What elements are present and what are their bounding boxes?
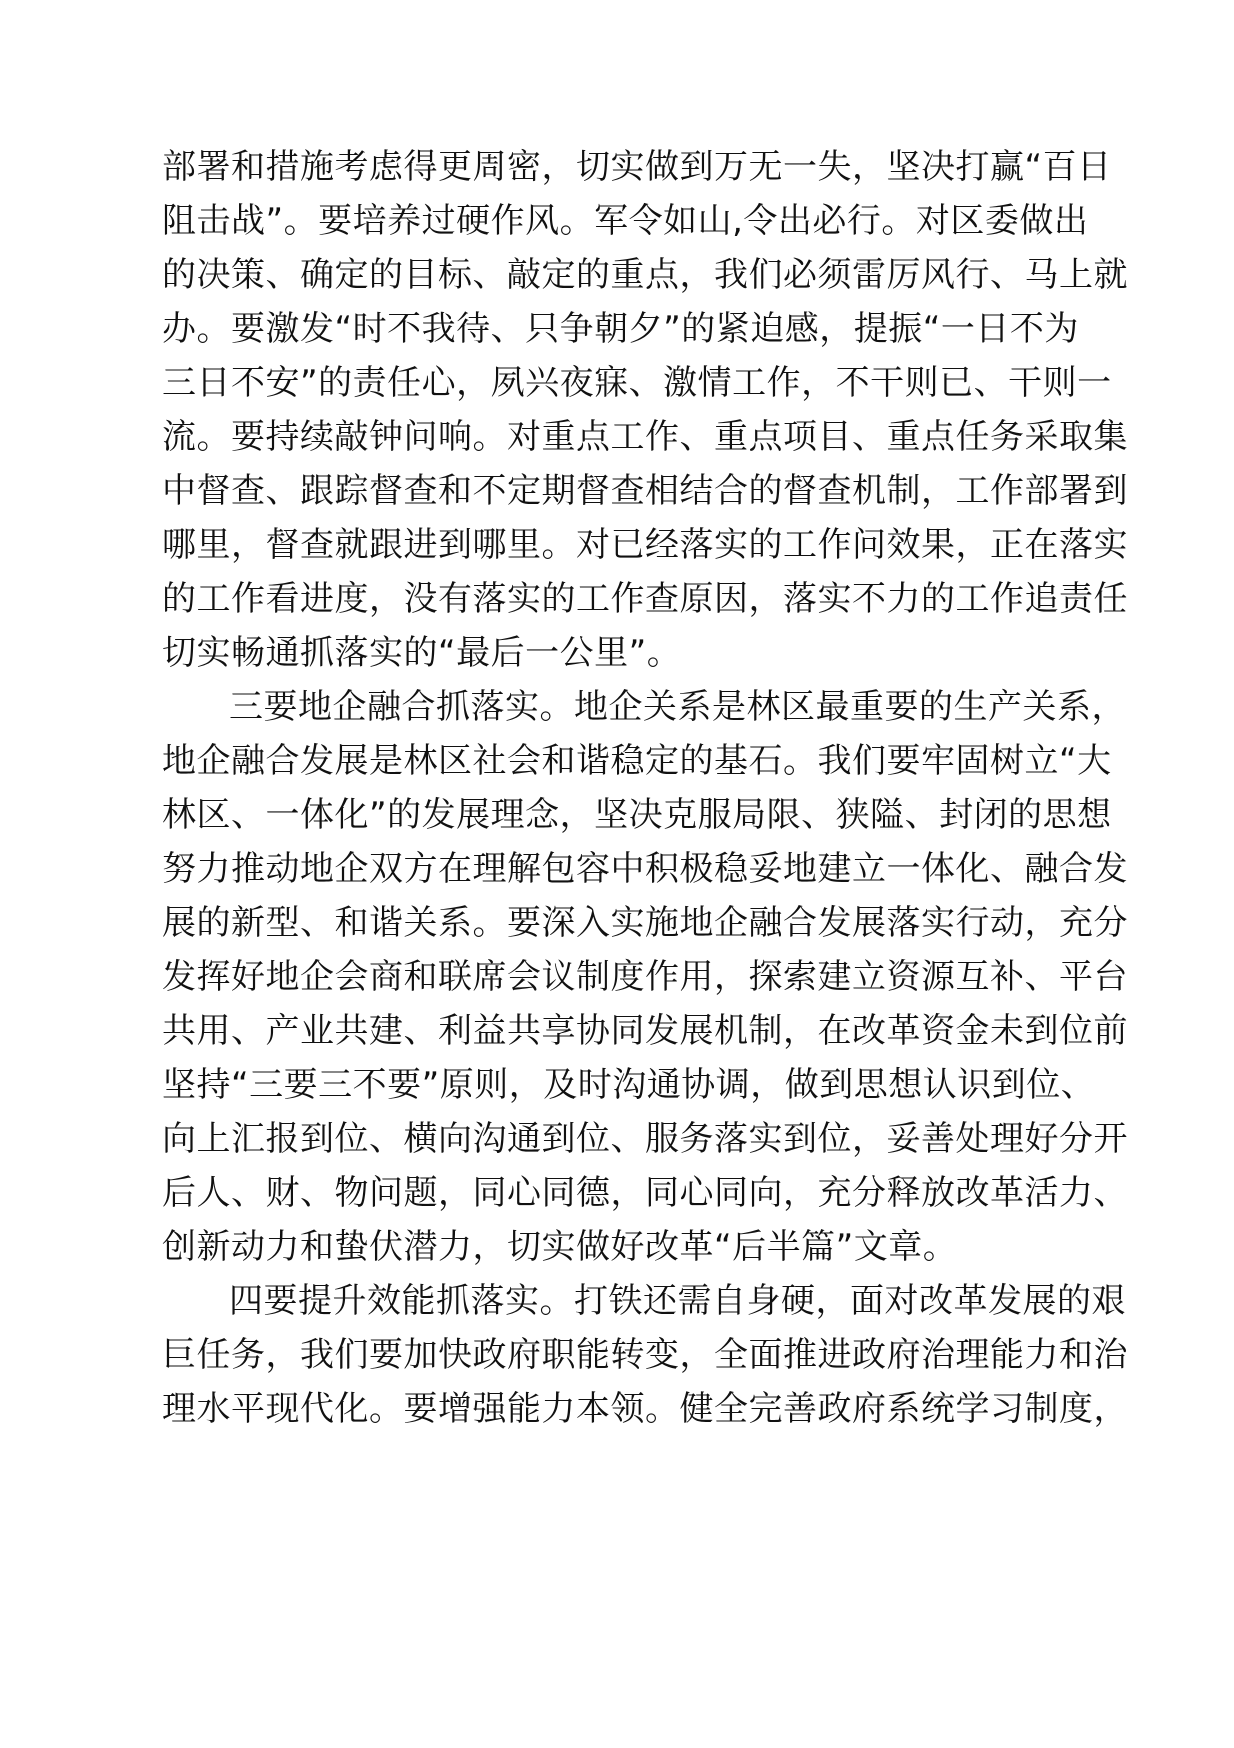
text-line: 办。要激发“时不我待、只争朝夕”的紧迫感，提振“一日不为 [162,309,1079,349]
text-line: 流。要持续敲钟问响。对重点工作、重点项目、重点任务采取集 [162,417,1128,457]
text-line: 创新动力和蛰伏潜力，切实做好改革“后半篇”文章。 [162,1227,958,1267]
text-line: 哪里，督查就跟进到哪里。对已经落实的工作问效果，正在落实 [162,525,1128,565]
text-line: 中督查、跟踪督查和不定期督查相结合的督查机制，工作部署到 [162,471,1128,511]
text-line: 阻击战”。要培养过硬作风。军令如山,令出必行。对区委做出 [162,201,1089,241]
text-line: 部署和措施考虑得更周密，切实做到万无一失，坚决打赢“百日 [162,147,1112,187]
text-line: 林区、一体化”的发展理念，坚决克服局限、狭隘、封闭的思想 [162,795,1112,835]
text-line: 努力推动地企双方在理解包容中积极稳妥地建立一体化、融合发 [162,849,1128,889]
text-line: 的决策、确定的目标、敲定的重点，我们必须雷厉风行、马上就 [162,255,1128,295]
text-line: 的工作看进度，没有落实的工作查原因，落实不力的工作追责任 [162,579,1128,619]
text-line: 三日不安”的责任心，夙兴夜寐、激情工作，不干则已、干则一 [162,363,1112,403]
text-line: 坚持“三要三不要”原则，及时沟通协调，做到思想认识到位、 [162,1065,1096,1105]
text-line: 理水平现代化。要增强能力本领。健全完善政府系统学习制度， [162,1389,1128,1429]
text-line: 巨任务，我们要加快政府职能转变，全面推进政府治理能力和治 [162,1335,1128,1375]
text-line: 切实畅通抓落实的“最后一公里”。 [162,633,682,673]
text-line: 共用、产业共建、利益共享协同发展机制，在改革资金未到位前 [162,1011,1128,1051]
text-line: 发挥好地企会商和联席会议制度作用，探索建立资源互补、平台 [162,957,1128,997]
text-line: 向上汇报到位、横向沟通到位、服务落实到位，妥善处理好分开 [162,1119,1128,1159]
text-line: 地企融合发展是林区社会和谐稳定的基石。我们要牢固树立“大 [162,741,1112,781]
paragraph-first-line: 三要地企融合抓落实。地企关系是林区最重要的生产关系， [229,687,1126,727]
text-line: 展的新型、和谐关系。要深入实施地企融合发展落实行动，充分 [162,903,1128,943]
paragraph-first-line: 四要提升效能抓落实。打铁还需自身硬，面对改革发展的艰 [229,1281,1126,1321]
text-line: 后人、财、物问题，同心同德，同心同向，充分释放改革活力、 [162,1173,1128,1213]
